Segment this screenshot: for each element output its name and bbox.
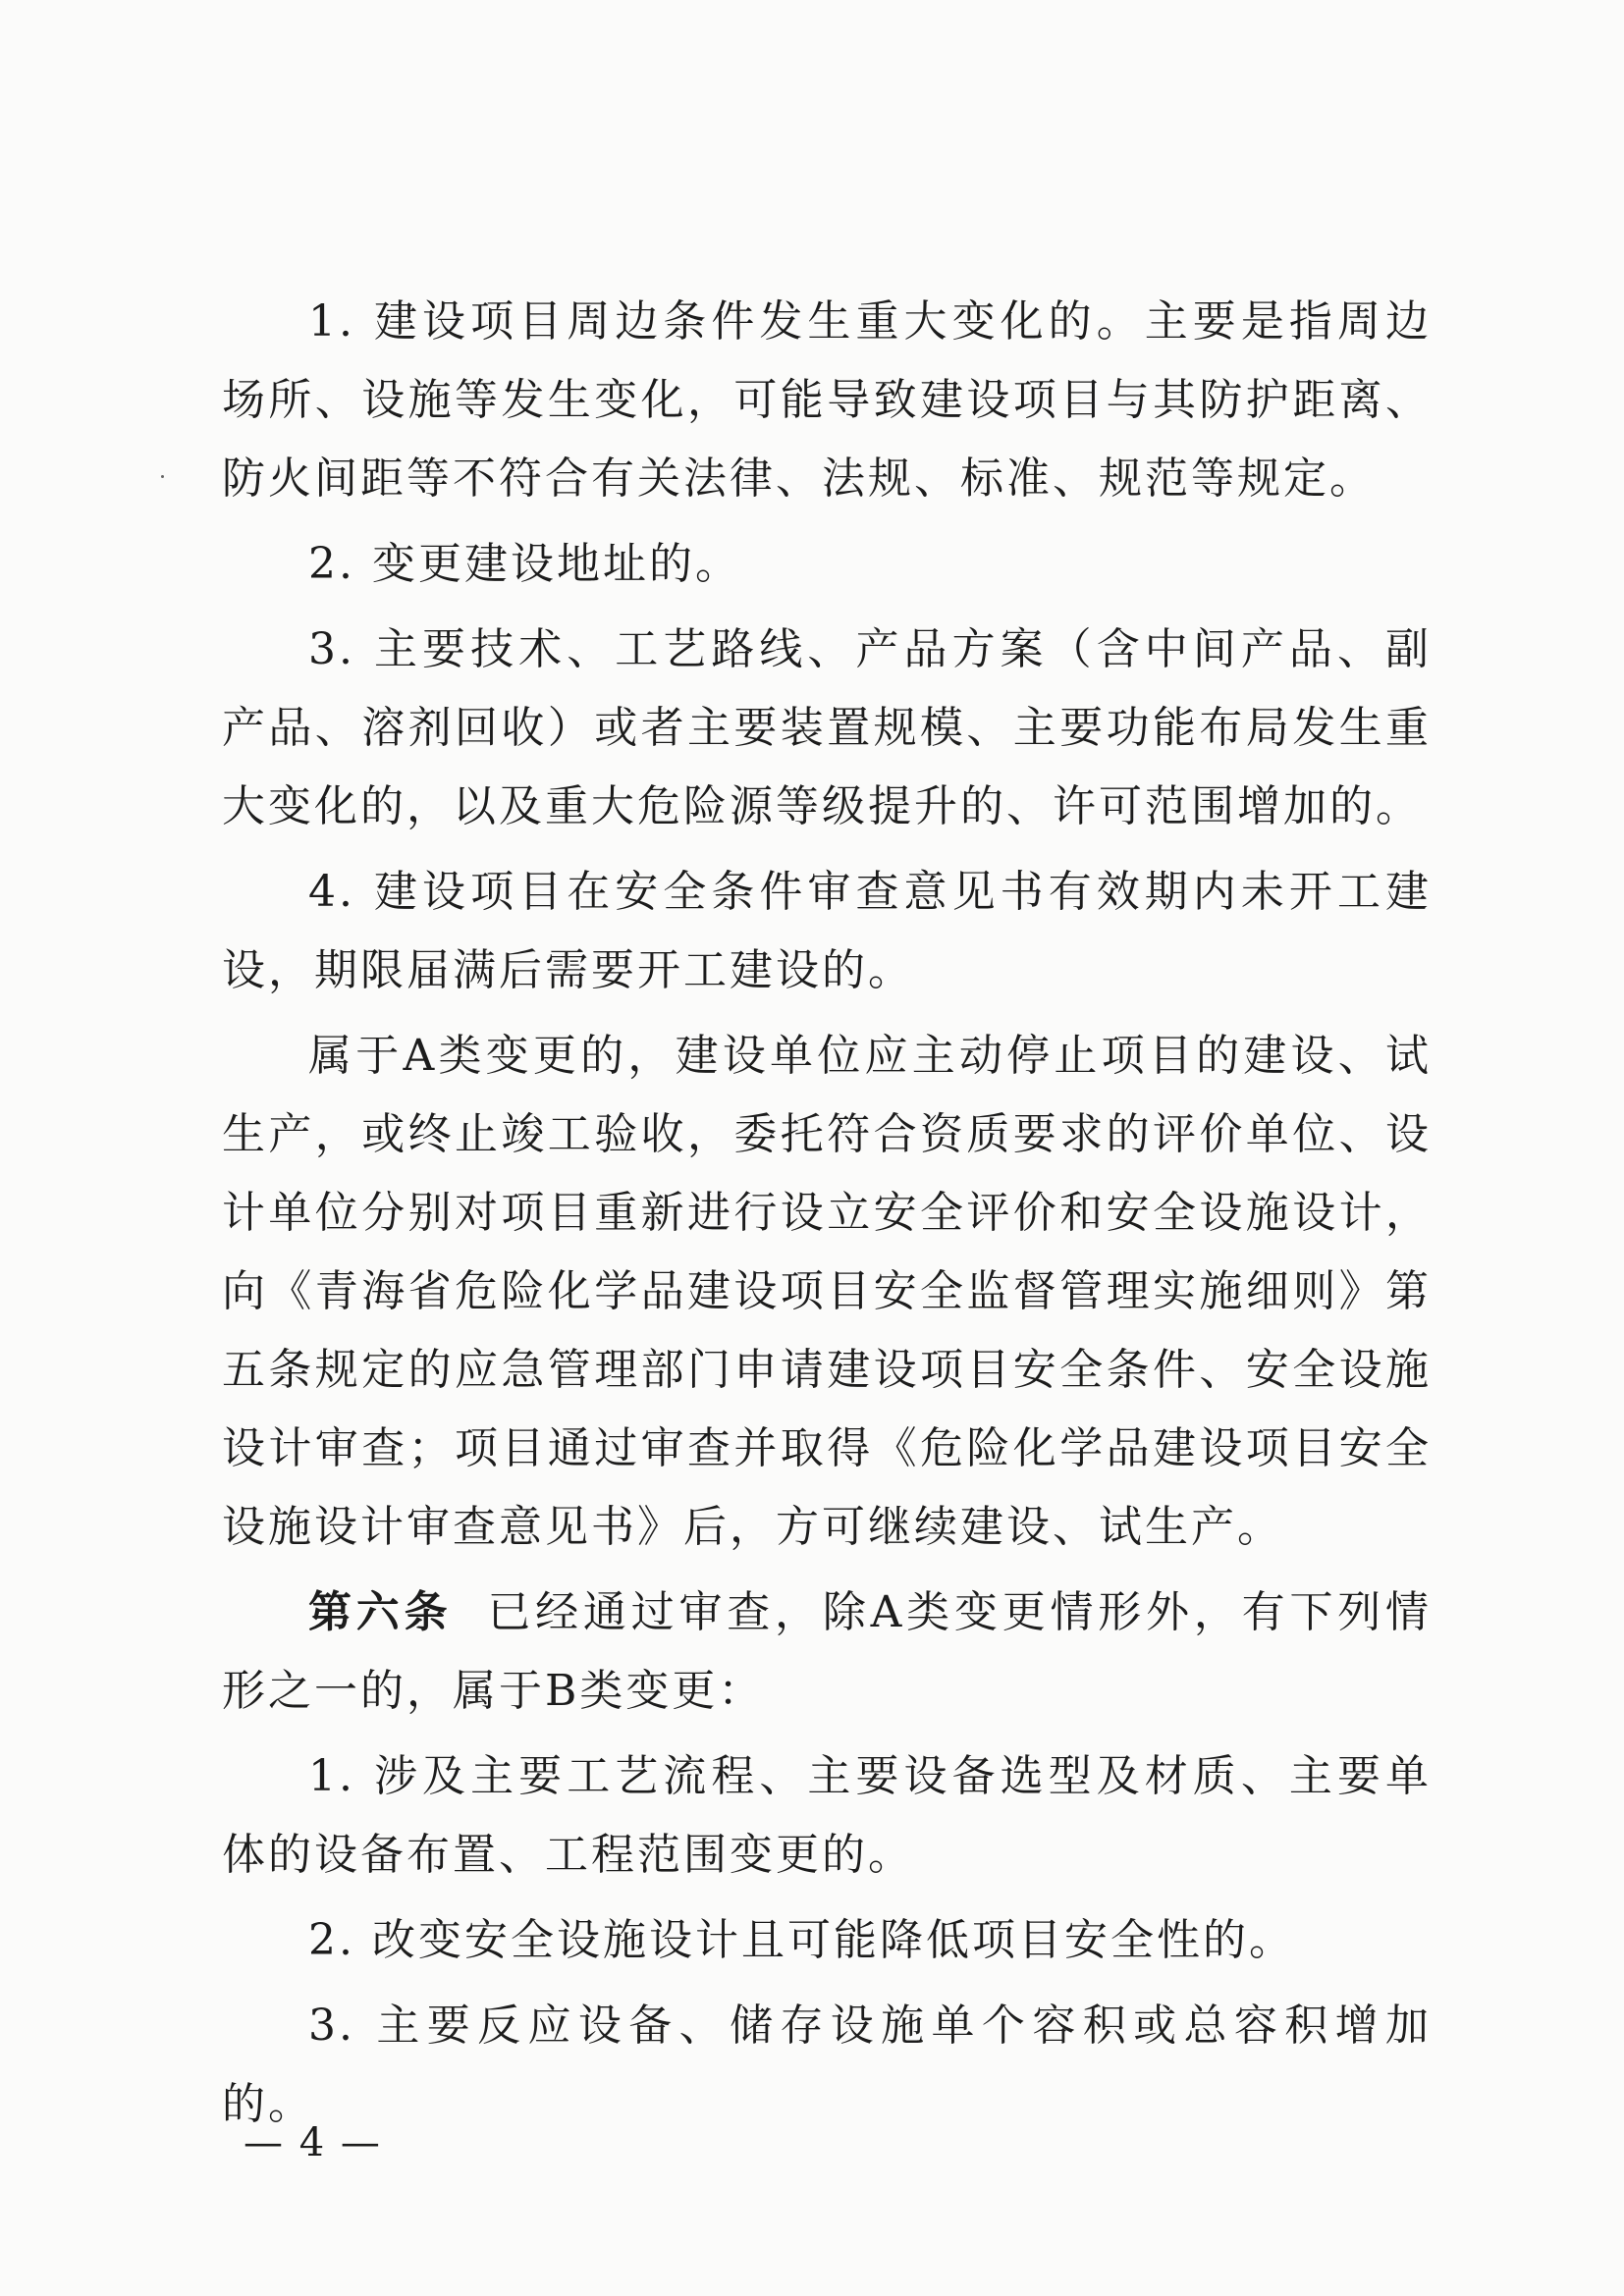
article-number: 第六条 <box>308 1587 453 1637</box>
page-number: — 4 — <box>244 2120 382 2165</box>
paragraph-2: 2. 变更建设地址的。 <box>308 539 741 589</box>
scan-artifact <box>161 475 164 478</box>
paragraph-b-1: 1. 涉及主要工艺流程、主要设备选型及材质、主要单体的设备布置、工程范围变更的。 <box>222 1751 1432 1880</box>
article-six-text: 已经通过审查，除A类变更情形外，有下列情形之一的，属于B类变更： <box>222 1587 1433 1716</box>
paragraph-1: 1. 建设项目周边条件发生重大变化的。主要是指周边场所、设施等发生变化，可能导致建设项目与其防护距离、防火间距等不符合有关法律、法规、标准、规范等规定。 <box>222 296 1432 504</box>
article-six <box>222 1574 1432 1731</box>
paragraph-b-2: 2. 改变安全设施设计且可能降低项目安全性的。 <box>308 1915 1295 1965</box>
paragraph-4: 4. 建设项目在安全条件审查意见书有效期内未开工建设，期限届满后需要开工建设的。 <box>222 867 1432 995</box>
document-body <box>222 283 1432 2151</box>
paragraph-3: 3. 主要技术、工艺路线、产品方案（含中间产品、副产品、溶剂回收）或者主要装置规模、主要功能布局发生重大变化的，以及重大危险源等级提升的、许可范围增加的。 <box>222 624 1432 831</box>
paragraph-b-3: 3. 主要反应设备、储存设施单个容积或总容积增加的。 <box>222 2001 1432 2129</box>
paragraph-a-class-change: 属于A类变更的，建设单位应主动停止项目的建设、试生产，或终止竣工验收，委托符合资质要求的评价单位、设计单位分别对项目重新进行设立安全评价和安全设施设计，向《青海省危险化学品建设项目安全监督管理实施细则》第五条规定的应急管理部门申请建设项目安全条件、安全设施设计审查；项目通过审查并取得《危险化学品建设项目安全设施设计审查意见书》后，方可继续建设、试生产。 <box>222 1031 1432 1552</box>
